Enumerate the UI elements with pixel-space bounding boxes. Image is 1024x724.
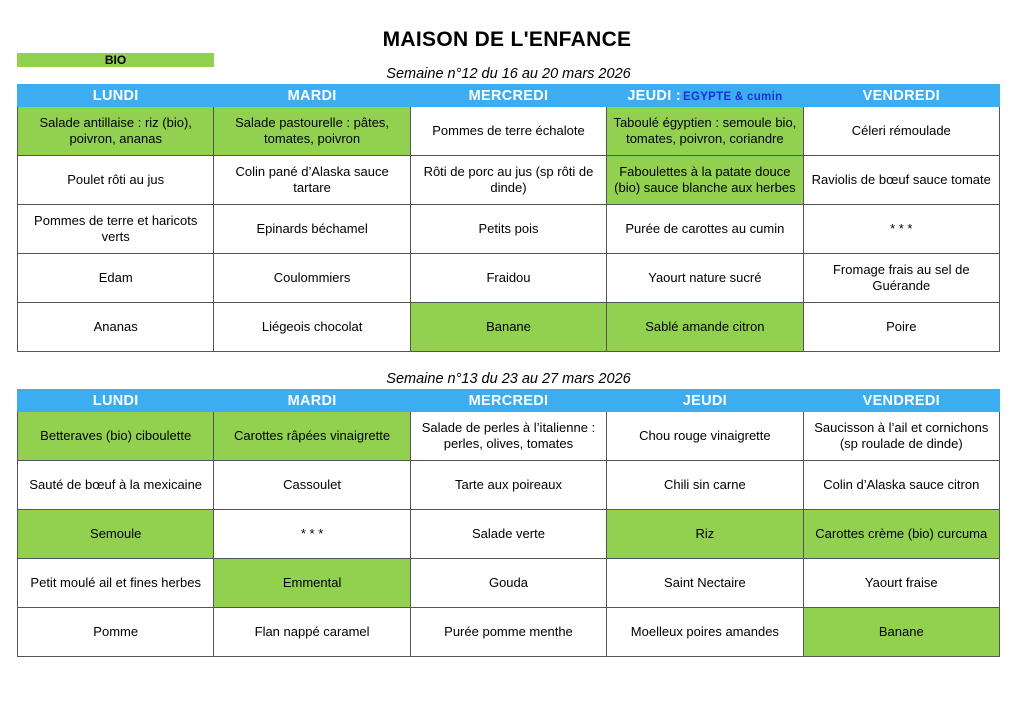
header-row <box>18 390 1000 412</box>
menu-cell: Liégeois chocolat <box>214 303 410 352</box>
table-row <box>18 156 1000 205</box>
menu-cell: Betteraves (bio) ciboulette <box>18 412 214 461</box>
menu-cell: Pommes de terre échalote <box>410 107 606 156</box>
menu-cell: Faboulettes à la patate douce (bio) sauce blanche aux herbes <box>607 156 803 205</box>
table-row <box>18 559 1000 608</box>
theme-label: EGYPTE & cumin <box>682 90 783 103</box>
day-header-mardi: MARDI <box>214 85 410 107</box>
menu-cell: Carottes râpées vinaigrette <box>214 412 410 461</box>
menu-cell: Fromage frais au sel de Guérande <box>803 254 999 303</box>
day-header-mardi: MARDI <box>214 390 410 412</box>
table-row <box>18 205 1000 254</box>
menu-cell: Sablé amande citron <box>607 303 803 352</box>
menu-cell: Pommes de terre et haricots verts <box>18 205 214 254</box>
menu-cell: Flan nappé caramel <box>214 608 410 657</box>
header-row <box>18 85 1000 107</box>
menu-cell: Salade verte <box>410 510 606 559</box>
table-row <box>18 510 1000 559</box>
menu-cell: * * * <box>214 510 410 559</box>
menu-cell: Poulet rôti au jus <box>18 156 214 205</box>
menu-cell: Cassoulet <box>214 461 410 510</box>
day-header-vendredi: VENDREDI <box>803 85 999 107</box>
day-header-vendredi: VENDREDI <box>803 390 999 412</box>
menu-cell: Rôti de porc au jus (sp rôti de dinde) <box>410 156 606 205</box>
menu-cell: Moelleux poires amandes <box>607 608 803 657</box>
menu-cell: Gouda <box>410 559 606 608</box>
menu-cell: Banane <box>803 608 999 657</box>
menu-cell: Petit moulé ail et fines herbes <box>18 559 214 608</box>
menu-cell: Riz <box>607 510 803 559</box>
menu-cell: Edam <box>18 254 214 303</box>
table-row <box>18 254 1000 303</box>
week-13-title: Semaine n°13 du 23 au 27 mars 2026 <box>386 371 631 387</box>
menu-cell: Céleri rémoulade <box>803 107 999 156</box>
menu-cell: Salade de perles à l’italienne : perles, olives, tomates <box>410 412 606 461</box>
menu-cell: Saucisson à l’ail et cornichons (sp roulade de dinde) <box>803 412 999 461</box>
table-row <box>18 608 1000 657</box>
day-header-mercredi: MERCREDI <box>410 390 606 412</box>
menu-cell: Colin pané d’Alaska sauce tartare <box>214 156 410 205</box>
menu-cell: Petits pois <box>410 205 606 254</box>
menu-cell: Yaourt nature sucré <box>607 254 803 303</box>
bio-legend: BIO <box>17 53 214 67</box>
menu-cell: Poire <box>803 303 999 352</box>
menu-cell: Saint Nectaire <box>607 559 803 608</box>
page-title: MAISON DE L'ENFANCE <box>382 28 632 51</box>
menu-cell: * * * <box>803 205 999 254</box>
week-12-title: Semaine n°12 du 16 au 20 mars 2026 <box>386 66 631 82</box>
menu-cell: Banane <box>410 303 606 352</box>
menu-cell: Chili sin carne <box>607 461 803 510</box>
menu-cell: Epinards béchamel <box>214 205 410 254</box>
menu-cell: Coulommiers <box>214 254 410 303</box>
day-header-mercredi: MERCREDI <box>410 85 606 107</box>
menu-cell: Semoule <box>18 510 214 559</box>
menu-cell: Fraidou <box>410 254 606 303</box>
menu-cell: Ananas <box>18 303 214 352</box>
menu-cell: Salade antillaise : riz (bio), poivron, ananas <box>18 107 214 156</box>
menu-cell: Yaourt fraise <box>803 559 999 608</box>
day-header-lundi: LUNDI <box>18 85 214 107</box>
menu-cell: Chou rouge vinaigrette <box>607 412 803 461</box>
day-header-lundi: LUNDI <box>18 390 214 412</box>
day-header-jeudi <box>607 85 803 107</box>
day-header-jeudi: JEUDI <box>607 390 803 412</box>
menu-cell: Pomme <box>18 608 214 657</box>
menu-cell: Tarte aux poireaux <box>410 461 606 510</box>
menu-cell: Emmental <box>214 559 410 608</box>
day-header-jeudi-label: JEUDI : <box>627 87 681 104</box>
menu-cell: Purée de carottes au cumin <box>607 205 803 254</box>
menu-cell: Sauté de bœuf à la mexicaine <box>18 461 214 510</box>
table-row <box>18 303 1000 352</box>
table-row <box>18 107 1000 156</box>
menu-cell: Raviolis de bœuf sauce tomate <box>803 156 999 205</box>
menu-cell: Carottes crème (bio) curcuma <box>803 510 999 559</box>
week-12-menu-table <box>17 84 1000 352</box>
table-row <box>18 461 1000 510</box>
menu-cell: Taboulé égyptien : semoule bio, tomates, poivron, coriandre <box>607 107 803 156</box>
table-row <box>18 412 1000 461</box>
week-13-menu-table <box>17 389 1000 657</box>
menu-cell: Colin d’Alaska sauce citron <box>803 461 999 510</box>
menu-cell: Purée pomme menthe <box>410 608 606 657</box>
menu-cell: Salade pastourelle : pâtes, tomates, poivron <box>214 107 410 156</box>
